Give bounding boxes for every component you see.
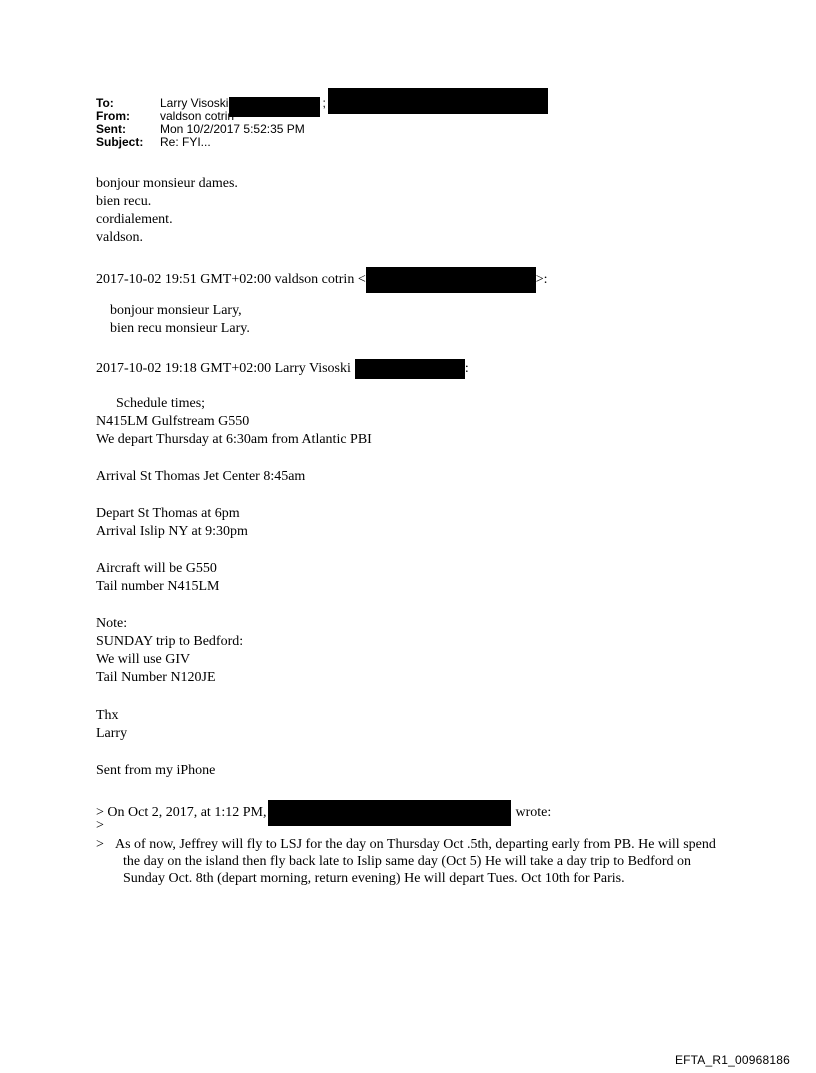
subject-label: Subject: [96, 135, 144, 149]
document-id: EFTA_R1_00968186 [674, 1053, 790, 1067]
schedule-heading: Schedule times; [116, 396, 206, 411]
quote-body-marker: > [96, 837, 104, 852]
to-value: Larry Visoski [160, 96, 229, 110]
attribution-text: 2017-10-02 19:51 GMT+02:00 valdson cotrin < [96, 272, 366, 287]
to-separator: ; [322, 96, 326, 110]
reply-line: cordialement. [96, 212, 173, 227]
redaction-block [355, 359, 465, 379]
reply-line: valdson. [96, 230, 144, 245]
email-header [96, 97, 548, 149]
from-label: From: [96, 109, 130, 123]
schedule-line: Depart St Thomas at 6pm [96, 506, 240, 521]
attribution-suffix: wrote: [515, 805, 552, 820]
subject-value: Re: FYI... [160, 135, 211, 149]
schedule-line: Note: [96, 616, 128, 631]
quote-body-text: As of now, Jeffrey will fly to LSJ for the day on Thursday Oct .5th, departing early from PB. He will spend the day on the island then fly back late to Islip same day (Oct 5) He will take a day trip to Bedford on Sunday Oct. 8th (depart morning, return evening) He will depart Tues. Oct 10th for Paris. [115, 837, 716, 886]
sent-label: Sent: [96, 122, 126, 136]
schedule-line: Larry [96, 726, 128, 741]
attribution-text: > On Oct 2, 2017, at 1:12 PM, [96, 805, 267, 820]
schedule-line: Arrival Islip NY at 9:30pm [96, 524, 248, 539]
schedule-line: We will use GIV [96, 652, 191, 667]
redaction-block [229, 97, 320, 117]
quote-line: bien recu monsieur Lary. [110, 321, 250, 336]
attribution-suffix: >: [535, 272, 548, 287]
quote-attribution [96, 800, 551, 826]
schedule-line: SUNDAY trip to Bedford: [96, 634, 244, 649]
schedule-line: N415LM Gulfstream G550 [96, 414, 250, 429]
quote-attribution [96, 267, 548, 293]
from-value: valdson cotrin [160, 109, 235, 123]
quote-line: bonjour monsieur Lary, [110, 303, 242, 318]
reply-line: bonjour monsieur dames. [96, 176, 238, 191]
attribution-text: 2017-10-02 19:18 GMT+02:00 Larry Visoski [96, 361, 351, 376]
quote-marker: > [96, 818, 104, 833]
header-subject-row [96, 136, 548, 149]
attribution-suffix: : [464, 361, 469, 376]
schedule-line: Aircraft will be G550 [96, 561, 217, 576]
reply-line: bien recu. [96, 194, 152, 209]
schedule-line: Tail number N415LM [96, 579, 220, 594]
schedule-line: Arrival St Thomas Jet Center 8:45am [96, 469, 306, 484]
redaction-block [366, 267, 536, 293]
quote-attribution [96, 359, 469, 379]
redaction-block [268, 800, 511, 826]
schedule-line: Thx [96, 708, 119, 723]
redaction-block [328, 88, 548, 114]
to-label: To: [96, 96, 114, 110]
signature-line: Sent from my iPhone [96, 763, 216, 778]
sent-value: Mon 10/2/2017 5:52:35 PM [160, 122, 305, 136]
schedule-line: We depart Thursday at 6:30am from Atlantic PBI [96, 432, 372, 447]
schedule-line: Tail Number N120JE [96, 670, 216, 685]
quote-body [96, 836, 720, 887]
